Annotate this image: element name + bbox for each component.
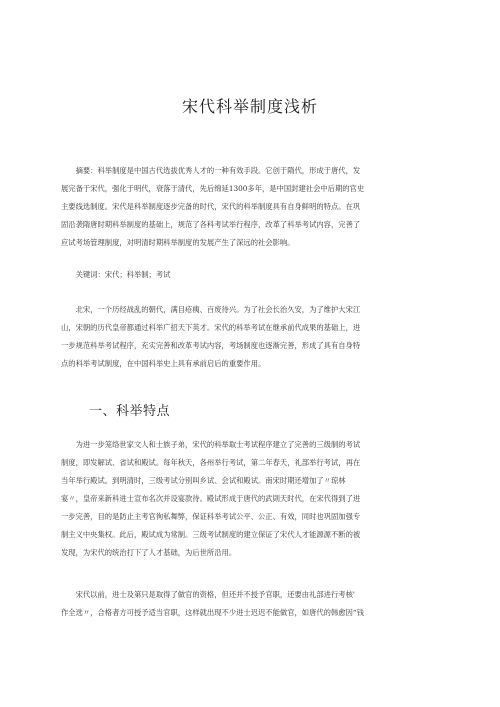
text-line: 发现，为宋代的统治打下了人才基础，为后世所沿用。 <box>61 548 237 557</box>
document-title: 宋代科举制度浅析 <box>181 97 318 116</box>
text-line: 作全选〃，合格者方可授予适当官职，这样就出现不少进士迟迟不能做官，如唐代的韩愈因“钱 <box>61 608 364 617</box>
text-line: 一步规范科举考试程序，充实完善和改革考试内容，考场制度也逐渐完善，形成了具有自身特 <box>61 341 361 350</box>
text-line: 制主义中央集权。此后，殿试成为常制。三级考试制度的建立保证了宋代人才能源源不断的被 <box>61 530 361 539</box>
section1-paragraph-1 <box>61 436 443 562</box>
keywords-text: 关键词：宋代；科举制；考试 <box>75 270 171 279</box>
text-line: 为进一步笼络世家文人和士族子弟，宋代的科举取士考试程序建立了完善的三级制的考试 <box>75 440 361 449</box>
text-line: 固沿袭隋唐时期科举制度的基础上，规范了各科考试举行程序，改革了科举考试内容，完善了 <box>61 220 361 229</box>
text-line: 摘要：科举制度是中国古代选拔优秀人才的一种有效手段。它创于隋代，形成于唐代，发 <box>75 166 361 175</box>
text-line: 展完备于宋代，强化于明代，衰落于清代，先后绵延1300多年，是中国封建社会中后期的官史 <box>61 184 365 193</box>
text-line: 宴〃，皇帝来新科进士宣布名次并设宴款待。殿试形成于唐代的武則天时代，在宋代得到了进 <box>61 494 361 503</box>
text-line: 山，宋朝的历代皇帝都通过科举广招天下英才。宋代的科举考试在继承前代成果的基础上，进 <box>61 323 361 332</box>
text-line: 应试考场管理制度，对明清时期科举制度的发展产生了深远的社会影响。 <box>61 238 295 247</box>
text-line: 一步完善，目的是防止主考官徇私舞弊，保证科举考试公平、公正、有效，同时也巩固加强专 <box>61 512 361 521</box>
text-line: 当年举行殿试。到明清时，三级考试分别叫乡试、会试和殿试。南宋时期还增加了〃琼林 <box>61 476 346 485</box>
text-line: 宋代以前，进士及第只是取得了做官的资格，但还并不授予官职，还要由礼部进行考核' <box>75 590 355 599</box>
keywords-line <box>61 266 443 284</box>
text-line: 点的科举考试制度，在中国科举史上具有承前启后的重要作用。 <box>61 359 266 368</box>
text-line: 主要线选制度。宋代是科举制度逐步完备的时代，宋代的科举制度具有自身鲜明的特点。在巩 <box>61 202 361 211</box>
text-line: 北宋，一个历经战乱的朝代，满目疮痍、百废待兴。为了社会长治久安，为了维护大宋江 <box>75 305 361 314</box>
section-heading: 一、科举特点 <box>89 404 171 419</box>
text-line: 制度，即发解试、省试和殿试。每年秋天，各州举行考试，第二年春天，礼部举行考试，再在 <box>61 458 361 467</box>
intro-paragraph <box>61 301 443 373</box>
section1-paragraph-2 <box>61 586 443 622</box>
abstract-paragraph <box>61 162 443 252</box>
